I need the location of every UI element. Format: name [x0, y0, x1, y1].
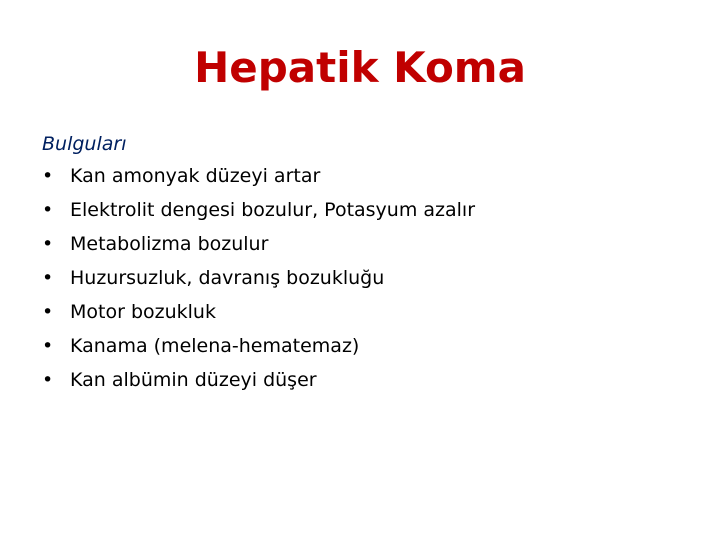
slide-content	[42, 130, 682, 397]
list-item	[42, 329, 682, 363]
findings-list	[42, 159, 682, 397]
list-item-text: Metabolizma bozulur	[70, 233, 269, 255]
list-item	[42, 363, 682, 397]
slide-title: Hepatik Koma	[194, 43, 526, 92]
list-item	[42, 261, 682, 295]
bullet-icon: •	[42, 301, 54, 323]
list-item-text: Kan amonyak düzeyi artar	[70, 165, 321, 187]
bullet-icon: •	[42, 267, 54, 289]
list-item-text: Kanama (melena-hematemaz)	[70, 335, 360, 357]
bullet-icon: •	[42, 233, 54, 255]
list-item	[42, 227, 682, 261]
list-item-text: Kan albümin düzeyi düşer	[70, 369, 317, 391]
list-item-text: Motor bozukluk	[70, 301, 216, 323]
bullet-icon: •	[42, 165, 54, 187]
list-item-text: Huzursuzluk, davranış bozukluğu	[70, 267, 385, 289]
list-item	[42, 159, 682, 193]
list-item	[42, 193, 682, 227]
bullet-icon: •	[42, 335, 54, 357]
findings-subtitle: Bulguları	[42, 133, 127, 155]
bullet-icon: •	[42, 199, 54, 221]
bullet-icon: •	[42, 369, 54, 391]
list-item	[42, 295, 682, 329]
list-item-text: Elektrolit dengesi bozulur, Potasyum azalır	[70, 199, 476, 221]
